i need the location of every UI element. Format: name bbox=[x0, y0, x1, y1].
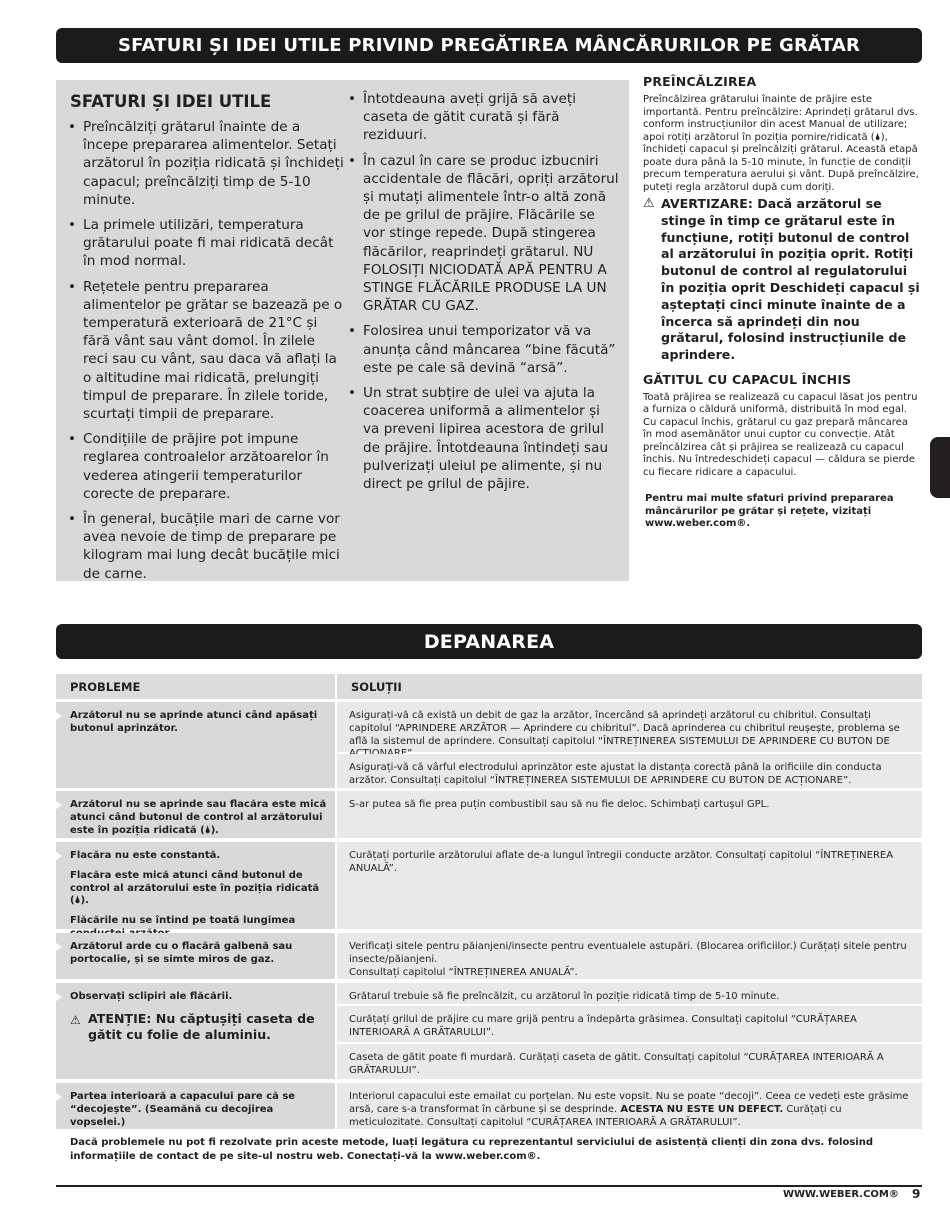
solution-text: Interiorul capacului este emailat cu porțelan. Nu este vopsit. Nu se poate “decoji”. Ceea ce vedeți este grăsime arsă, care s-a transformat în cărbune și se desprinde. bbox=[349, 1091, 909, 1115]
solution-emphasis: ACESTA NU ESTE UN DEFECT. bbox=[620, 1103, 784, 1115]
problem-cell bbox=[56, 791, 335, 838]
page-tab-marker bbox=[930, 437, 950, 498]
page-number: 9 bbox=[912, 1187, 921, 1201]
preheat-warning bbox=[643, 196, 920, 364]
problem-cell bbox=[56, 983, 335, 1079]
solution-cell bbox=[337, 1006, 922, 1042]
solution-text: Consultați capitolul “ÎNTREȚINEREA ANUALĂ”. bbox=[349, 966, 578, 978]
problem-text: Flăcările nu se întind pe toată lungimea bbox=[70, 915, 296, 927]
more-tips-text: Pentru mai multe sfaturi privind prepararea mâncărurilor pe grătar și rețete, vizitați www.weber.com®. bbox=[645, 493, 894, 530]
problem-text: Arzătorul nu se aprinde atunci când apăsați butonul aprinzător. bbox=[70, 710, 318, 734]
solution-cell bbox=[337, 702, 922, 752]
tips-right-list bbox=[348, 90, 620, 500]
problem-text: Flacăra nu este constantă. bbox=[70, 850, 221, 861]
solution-cell bbox=[337, 754, 922, 788]
tips-title: SFATURI ȘI IDEI UTILE bbox=[70, 92, 272, 111]
problem-cell bbox=[56, 702, 335, 788]
tip-item: • La primele utilizări, temperatura grătarului poate fi mai ridicată decât în mod normal. bbox=[68, 216, 344, 271]
tip-item: • Condițiile de prăjire pot impune reglarea controalelor arzătoarelor în vederea atingerii temperaturilor corecte de preparare. bbox=[68, 430, 344, 503]
problems-header-label: PROBLEME bbox=[70, 679, 141, 694]
aluminium-foil-warning bbox=[70, 1011, 329, 1044]
tips-box bbox=[56, 80, 629, 581]
preheat-heading: PREÎNCĂLZIREA bbox=[643, 74, 757, 89]
tip-item: • Preîncălziți grătarul înainte de a începe prepararea alimentelor. Setați arzătorul în poziția ridicată și închideți capacul; preîncălziți timp de 5-10 minute. bbox=[68, 118, 344, 209]
solution-text: Curățați porturile arzătorului aflate de-a lungul întregii conducte arzător. Consultați capitolul “ÎNTREȚINEREA ANUALĂ”. bbox=[349, 850, 894, 874]
tip-item: • Rețetele pentru prepararea alimentelor pe grătar se bazează pe o temperatură exterioară de 21°C și fără vânt sau vânt domol. În zilele reci sau cu vânt, sau daca vă aflați la o altitudine mai ridicată, prelungiți timpul de preparare. În zilele toride, scurtați timpii de preparare. bbox=[68, 278, 344, 424]
problem-cell bbox=[56, 933, 335, 979]
solution-text: S-ar putea să fie prea puțin combustibil sau să nu fie deloc. Schimbați cartușul GPL. bbox=[349, 799, 770, 810]
problem-text: Observați sclipiri ale flăcării. bbox=[70, 991, 233, 1002]
problem-text: Arzătorul nu se aprinde sau flacăra este mică atunci când butonul de control al arzătorului este în poziția ridicată (🌢). bbox=[70, 799, 327, 836]
tip-item: • În cazul în care se produc izbucniri accidentale de flăcări, opriți arzătorul și mutați alimentele într-o altă zonă de pe grilul de prăjire. Flăcările se vor stinge repede. După stingerea flăcărilor, reaprindeți grătarul. NU FOLOSIȚI NICIODATĂ APĂ PENTRU A STINGE FLĂCĂRILE PRODUSE LA UN GRĂTAR CU GAZ. bbox=[348, 152, 620, 316]
problem-cell bbox=[56, 1083, 335, 1129]
problems-column-header bbox=[56, 674, 335, 699]
closed-lid-heading: GĂTITUL CU CAPACUL ÎNCHIS bbox=[643, 371, 852, 387]
solution-text: Curățați cu meticulozitate. Consultați capitolul “CURĂȚAREA INTERIOARĂ A GRĂTARULUI”. bbox=[349, 1103, 842, 1128]
troubleshooting-banner bbox=[56, 624, 922, 659]
solution-cell bbox=[337, 1044, 922, 1079]
tips-left-list bbox=[68, 118, 344, 590]
problem-cell bbox=[56, 842, 335, 929]
problem-text: Partea interioară a capacului pare că se “decojește”. (Seamănă cu decojirea vopselei.) bbox=[70, 1091, 296, 1128]
solution-text: Caseta de gătit poate fi murdară. Curățați caseta de gătit. Consultați capitolul “CURĂȚAREA INTERIOARĂ A GRĂTARULUI”. bbox=[349, 1052, 884, 1076]
solution-cell bbox=[337, 1083, 922, 1129]
footer-website: WWW.WEBER.COM® bbox=[783, 1189, 899, 1200]
solution-text: Asigurați-vă că există un debit de gaz la arzător, încercând să aprindeți arzătorul cu chibritul. Consultați capitolul “APRINDERE ARZĂTOR — Aprindere cu chibritul”. Dacă aprinderea cu chibritul reușește, problema se află la sistemul de aprindere. Consultați capitolul “ÎNTREȚINEREA SISTEMULUI DE APRINDERE CU BUTON DE bbox=[349, 710, 900, 747]
troubleshooting-title: DEPANAREA bbox=[423, 630, 555, 653]
tip-item: • Folosirea unui temporizator vă va anunța când mâncarea “bine făcută” este pe cale să devină “arsă”. bbox=[348, 322, 620, 377]
solutions-column-header bbox=[337, 674, 922, 699]
solution-cell bbox=[337, 791, 922, 838]
solutions-header-label: SOLUȚII bbox=[351, 679, 402, 694]
solution-text: Grătarul trebuie să fie preîncălzit, cu arzătorul în poziție ridicată timp de 5-10 minute. bbox=[349, 991, 780, 1002]
solution-text: Asigurați-vă că vârful electrodului aprinzător este ajustat la distanța corectă până la orificiile din conducta arzător. Consultați capitolul “ÎNTREȚINEREA SISTEMULUI DE APRINDERE CU BUTON DE ACȚIONARE”. bbox=[349, 762, 882, 786]
solution-cell bbox=[337, 842, 922, 929]
solution-cell bbox=[337, 983, 922, 1004]
warning-triangle-icon: ⚠ bbox=[70, 1012, 81, 1027]
tip-item: • Un strat subțire de ulei va ajuta la coacerea uniformă a alimentelor și va preveni lipirea acestora de grilul de prăjire. Întotdeauna întindeți sau pulverizați uleiul pe alimente, și nu direct pe grilul de păjire. bbox=[348, 384, 620, 493]
warning-triangle-icon: ⚠ bbox=[643, 196, 655, 211]
preheat-warning-text: AVERTIZARE: Dacă arzătorul se stinge în timp ce grătarul este în funcțiune, rotiți butonul de control al arzătorului în poziția oprit. Rotiți butonul de control al regulatorului în poziția oprit Deschideți capacul și așteptați cinci minute înainte de a încerca să aprindeți din nou grătarul, folosind instrucțiunile de aprindere. bbox=[661, 196, 920, 363]
tips-section-title: SFATURI ȘI IDEI UTILE PRIVIND PREGĂTIREA MÂNCĂRURILOR PE GRĂTAR bbox=[117, 35, 861, 56]
troubleshooting-footnote: Dacă problemele nu pot fi rezolvate prin aceste metode, luați legătura cu reprezentantul serviciului de asistență clienți din zona dvs. folosind informațiile de contact de pe site-ul nostru web. Conectați-vă la www.weber.com®. bbox=[70, 1137, 873, 1162]
side-column bbox=[643, 74, 920, 531]
solution-text: Verificați sitele pentru păianjeni/insecte pentru eventualele astupări. (Blocarea orificiilor.) Curățați sitele pentru insecte/păianjeni. bbox=[349, 941, 907, 965]
problem-text: Flacăra este mică atunci când butonul de control al arzătorului este în poziția ridicată (🌢). bbox=[70, 869, 320, 907]
solution-cell bbox=[337, 933, 922, 979]
tip-item: • Întotdeauna aveți grijă să aveți caseta de gătit curată și fără reziduuri. bbox=[348, 90, 620, 145]
tip-item: • În general, bucățile mari de carne vor avea nevoie de timp de preparare pe kilogram mai lung decât bucățile mici de carne. bbox=[68, 510, 344, 583]
closed-lid-text: Toată prăjirea se realizează cu capacul lăsat jos pentru a furniza o căldură uniformă, distribuită în mod egal. Cu capacul închis, grătarul cu gaz prepară mâncarea în mod asemănător unui cuptor cu convecție. Atât preîncălzirea cât și prăjirea se realizează cu capacul închis. Nu întredeschideți capacul — căldura se pierde cu fiecare ridicare a capacului. bbox=[643, 391, 918, 478]
preheat-text: Preîncălzirea grătarului înainte de prăjire este importantă. Pentru preîncălzire: Aprindeți grătarul dvs. conform instrucțiunilor din acest Manual de utilizare; apoi rotiți arzătorul în poziția pornire/ridicată (🌢), închideți capacul și preîncălziți grătarul. Această etapă poate dura până la 5-10 minute, în funcție de condiții precum temperatura aerului și vânt. După preîncălzire, puteți regla arzătorul după cum doriți. bbox=[643, 94, 919, 193]
problem-text: Arzătorul arde cu o flacără galbenă sau portocalie, și se simte miros de gaz. bbox=[70, 941, 293, 965]
footer-rule bbox=[56, 1185, 922, 1187]
tips-section-banner bbox=[56, 28, 922, 63]
solution-text: Curățați grilul de prăjire cu mare grijă pentru a îndepărta grăsimea. Consultați capitolul “CURĂȚAREA INTERIOARĂ A GRĂTARULUI”. bbox=[349, 1014, 857, 1038]
warning-text: ATENȚIE: Nu căptușiți caseta de gătit cu folie de aluminiu. bbox=[88, 1010, 315, 1043]
